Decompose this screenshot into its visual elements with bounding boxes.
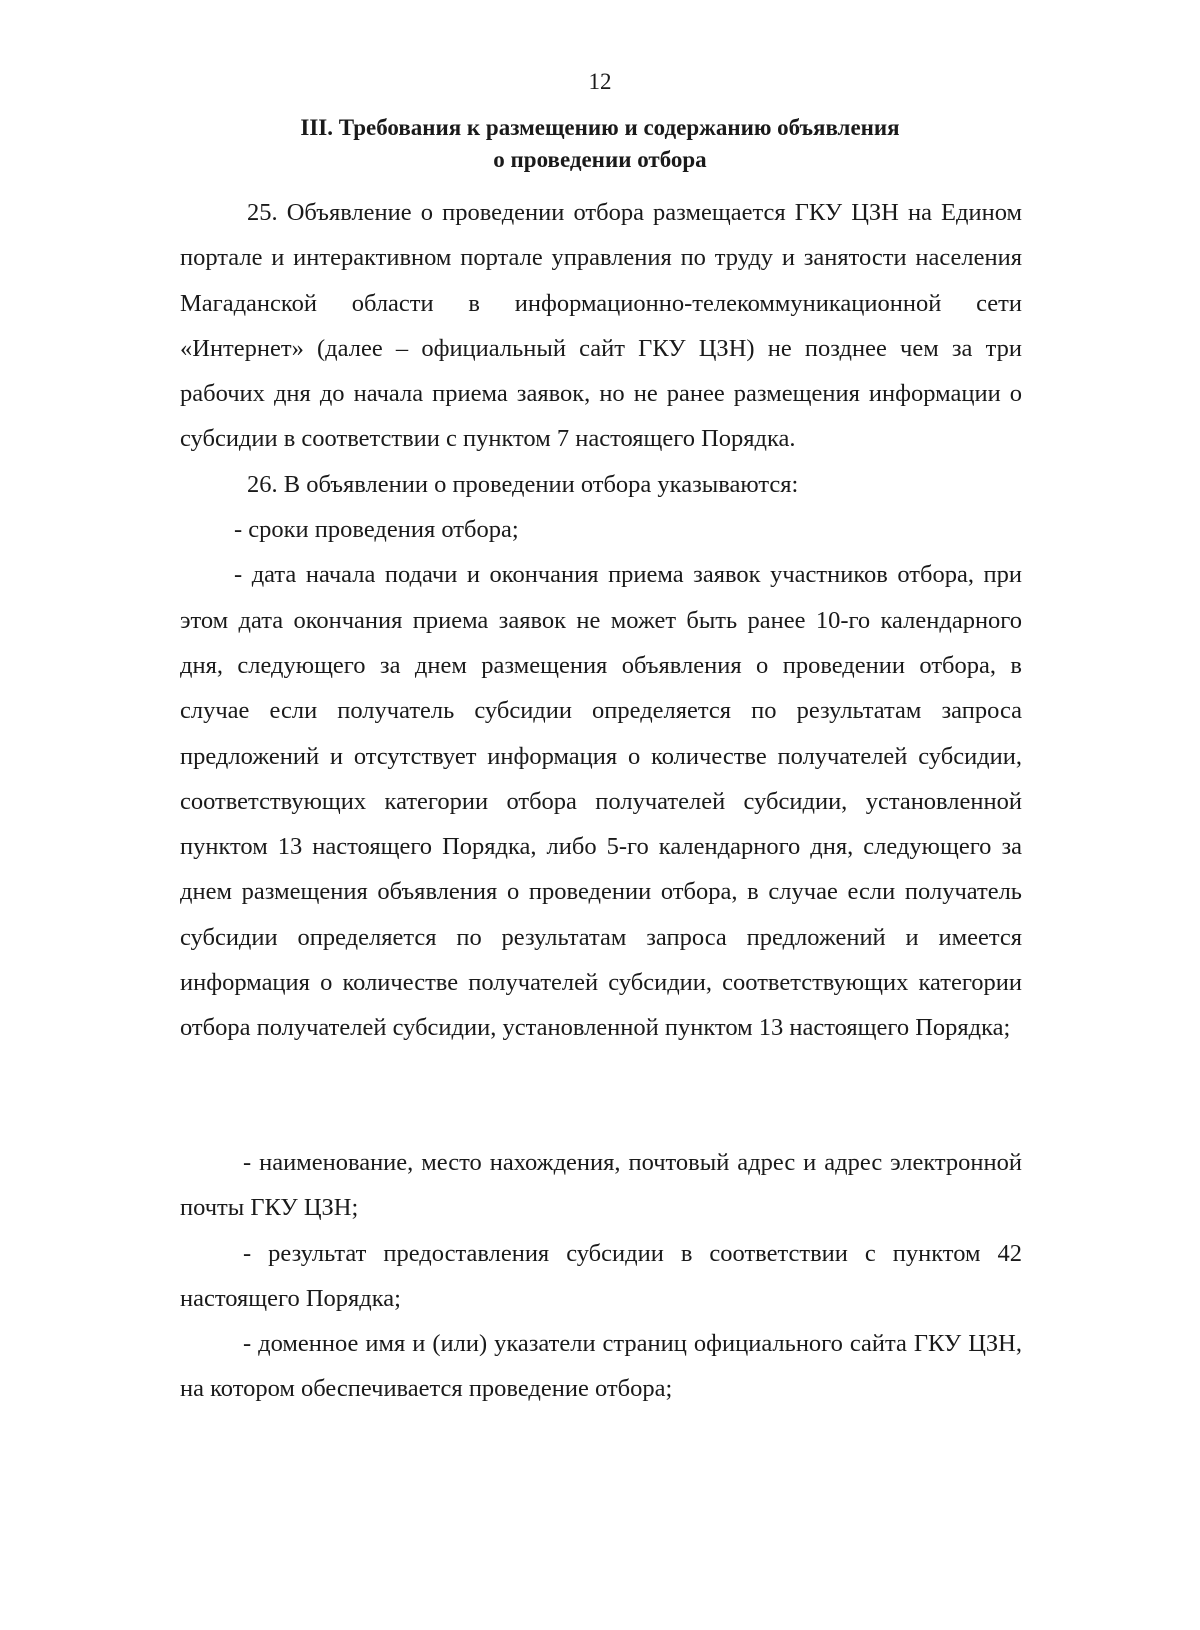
body-text-block-2 — [180, 1140, 1022, 1412]
paragraph-25: 25. Объявление о проведении отбора размещается ГКУ ЦЗН на Едином портале и интерактивном портале управления по труду и занятости населения Магаданской области в информационно-телекоммуникационной сети «Интернет» (далее – официальный сайт ГКУ ЦЗН) не позднее чем за три рабочих дня до начала приема заявок, но не ранее размещения информации о субсидии в соответствии с пунктом 7 настоящего Порядка. — [180, 199, 1022, 453]
section-heading-line-2: о проведении отбора — [493, 147, 707, 172]
section-heading-line-1: III. Требования к размещению и содержанию объявления — [300, 115, 900, 140]
list-item-contacts: - наименование, место нахождения, почтовый адрес и адрес электронной почты ГКУ ЦЗН; — [180, 1149, 1022, 1222]
paragraph-26: 26. В объявлении о проведении отбора указываются: — [247, 470, 799, 498]
list-item-result: - результат предоставления субсидии в соответствии с пунктом 42 настоящего Порядка; — [180, 1239, 1022, 1312]
list-item-application-dates: - дата начала подачи и окончания приема заявок участников отбора, при этом дата окончания приема заявок не может быть ранее 10-го календарного дня, следующего за днем размещения объявления о проведении отбора, в случае если получатель субсидии определяется по результатам запроса предложений и отсутствует информация о количестве получателей субсидии, соответствующих категории отбора получателей субсидии, установленной пунктом 13 настоящего Порядка, либо 5-го календарного дня, следующего за днем размещения объявления о проведении отбора, в случае если получатель субсидии определяется по результатам запроса предложений и имеется информация о количестве получателей субсидии, соответствующих категории отбора получателей субсидии, установленной пунктом 13 настоящего Порядка; — [180, 561, 1022, 1042]
body-text-block-1 — [180, 190, 1022, 1051]
list-item-deadlines: - сроки проведения отбора; — [234, 516, 519, 544]
section-heading — [180, 112, 1020, 176]
list-item-domain-name: - доменное имя и (или) указатели страниц официального сайта ГКУ ЦЗН, на котором обеспечивается проведение отбора; — [180, 1330, 1022, 1403]
page-number: 12 — [588, 69, 612, 94]
